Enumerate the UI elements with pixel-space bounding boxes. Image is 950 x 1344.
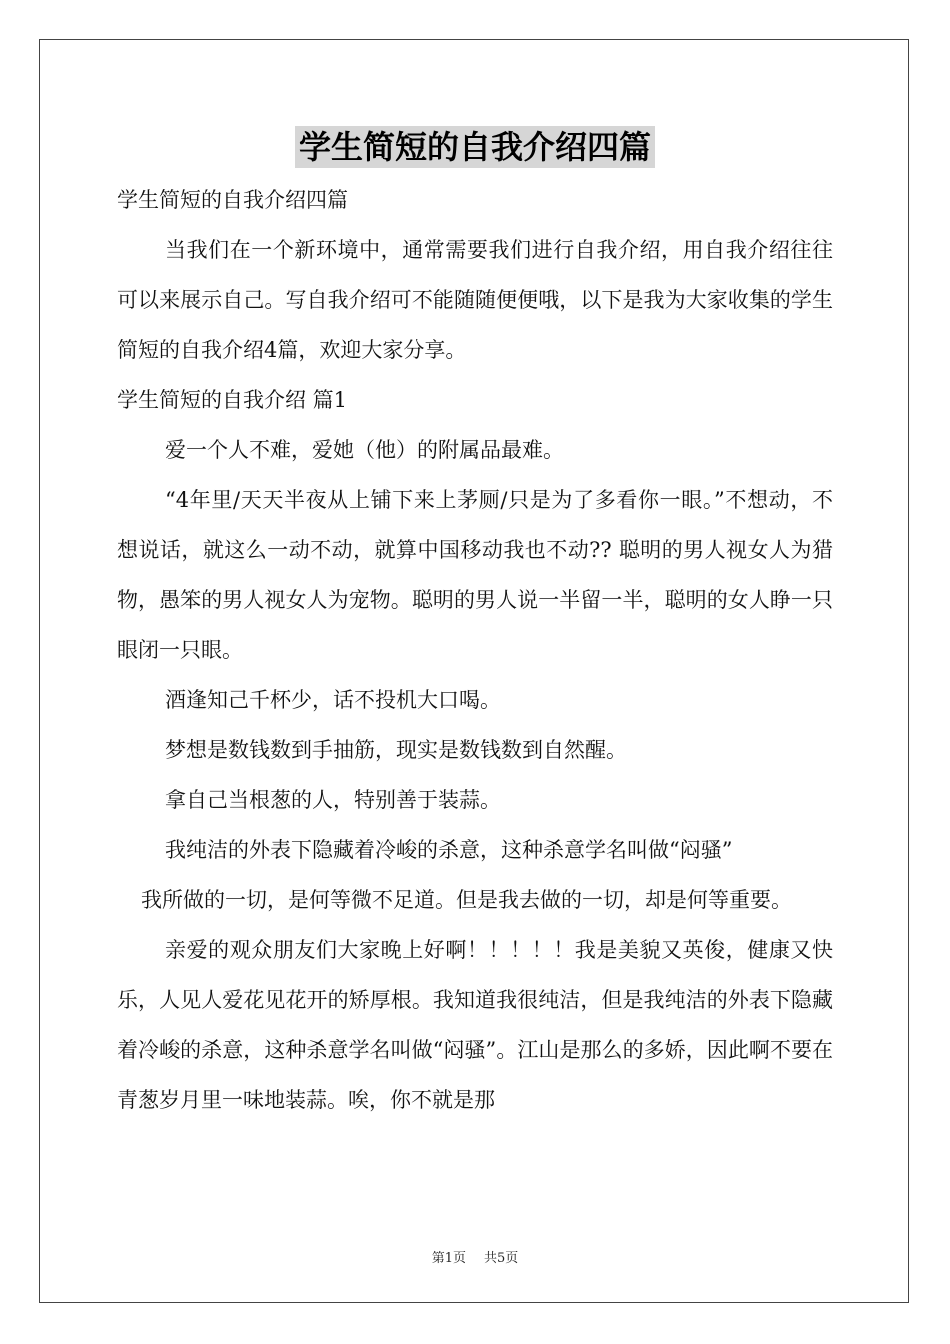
page-footer: [0, 1247, 950, 1266]
body-paragraph: “4年里/天天半夜从上铺下来上茅厕/只是为了多看你一眼。”不想动，不想说话，就这么一动不动，就算中国移动我也不动?? 聪明的男人视女人为猎物，愚笨的男人视女人为宠物。聪明的男人说一半留一半，聪明的女人睁一只眼闭一只眼。: [117, 488, 833, 662]
body-paragraph: 我纯洁的外表下隐藏着冷峻的杀意，这种杀意学名叫做“闷骚”: [165, 838, 733, 862]
subtitle-paragraph: 学生简短的自我介绍四篇: [117, 188, 348, 212]
section-heading: 学生简短的自我介绍 篇1: [117, 388, 348, 412]
body-paragraph: 酒逢知己千杯少，话不投机大口喝。: [165, 688, 501, 712]
document-body: [117, 175, 833, 1125]
page-number-total: 共5页: [484, 1251, 519, 1266]
document-title-text: 学生简短的自我介绍四篇: [295, 126, 655, 168]
body-paragraph: 我所做的一切，是何等微不足道。但是我去做的一切，却是何等重要。: [141, 888, 792, 912]
body-paragraph: 亲爱的观众朋友们大家晚上好啊！！！！！我是美貌又英俊，健康又快乐，人见人爱花见花开的矫厚根。我知道我很纯洁，但是我纯洁的外表下隐藏着冷峻的杀意，这种杀意学名叫做“闷骚”。江山是那么的多娇，因此啊不要在青葱岁月里一味地装蒜。唉，你不就是那: [117, 938, 833, 1112]
page-number-current: 第1页: [431, 1251, 466, 1266]
document-title: [0, 126, 950, 168]
intro-paragraph: 当我们在一个新环境中，通常需要我们进行自我介绍，用自我介绍往往可以来展示自己。写自我介绍可不能随随便便哦，以下是我为大家收集的学生简短的自我介绍4篇，欢迎大家分享。: [117, 238, 833, 362]
body-paragraph: 拿自己当根葱的人，特别善于装蒜。: [165, 788, 501, 812]
body-paragraph: 爱一个人不难，爱她（他）的附属品最难。: [165, 438, 564, 462]
body-paragraph: 梦想是数钱数到手抽筋，现实是数钱数到自然醒。: [165, 738, 627, 762]
